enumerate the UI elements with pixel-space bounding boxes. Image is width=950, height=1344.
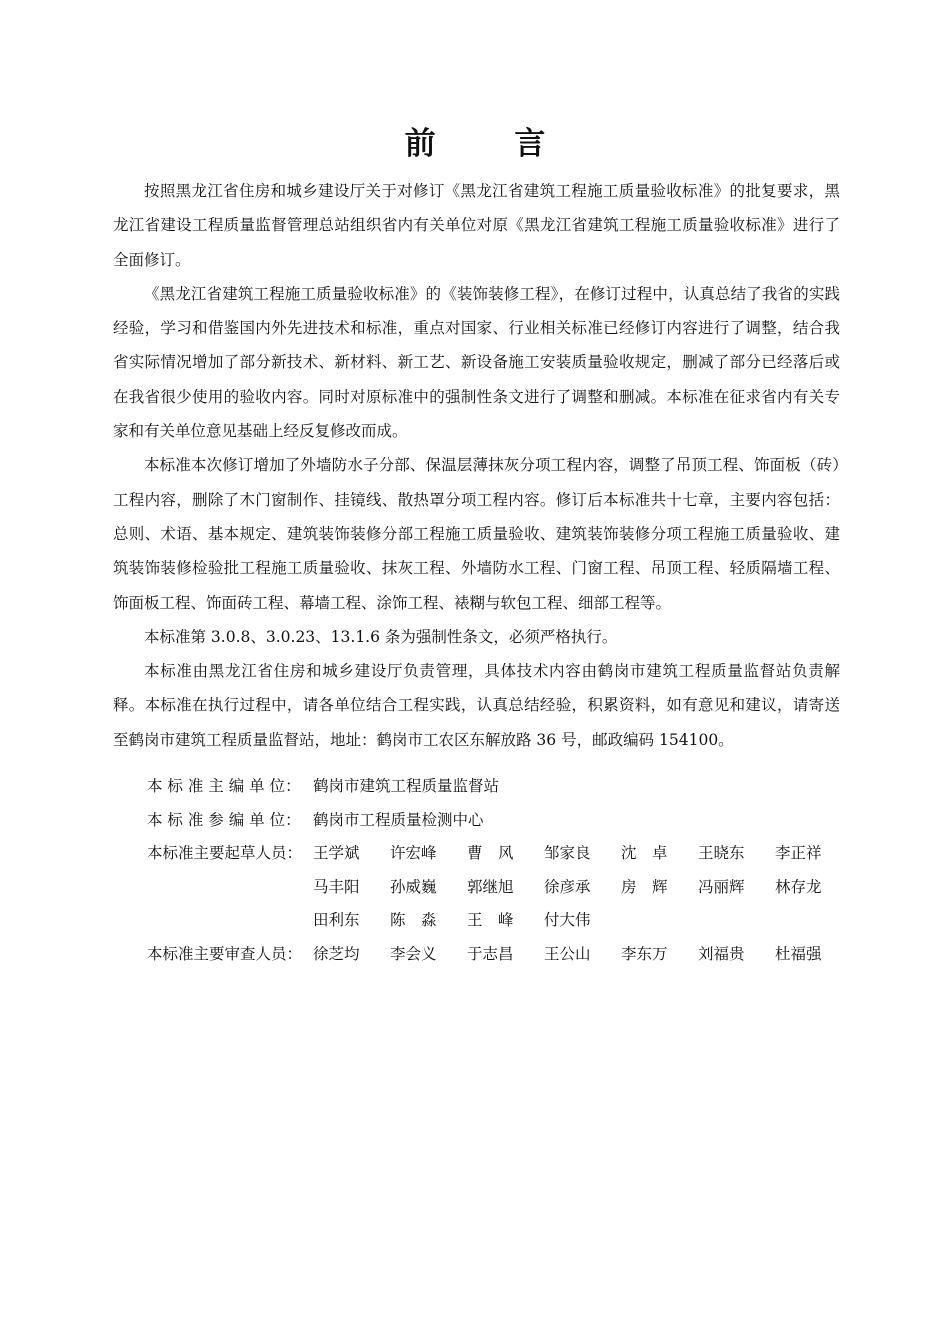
reviewer-label: 本标准主要审查人员： [147,944,303,963]
drafter-name: 付大伟 [544,911,591,929]
drafter-name: 郭继旭 [467,877,514,896]
drafter-name: 田利东 [313,911,360,929]
drafter-row [147,837,847,871]
reviewers-block [147,938,847,972]
paragraph-3: 本标准本次修订增加了外墙防水子分部、保温层薄抹灰分项工程内容，调整了吊顶工程、饰面板（砖）工程内容，删除了木门窗制作、挂镜线、散热罩分项工程内容。修订后本标准共十七章，主要内容包括：总则、术语、基本规定、建筑装饰装修分部工程施工质量验收、建筑装饰装修分项工程施工质量验收、建筑装饰装修检验批工程施工质量验收、抹灰工程、外墙防水工程、门窗工程、吊顶工程、轻质隔墙工程、饰面板工程、饰面砖工程、幕墙工程、涂饰工程、裱糊与软包工程、细部工程等。 [113,456,840,612]
drafter-name: 王晓东 [698,844,745,862]
drafter-name: 沈 卓 [621,844,668,862]
drafter-name: 林存龙 [775,877,822,896]
co-editor-value: 鹤岗市工程质量检测中心 [313,810,484,829]
drafter-name: 孙威巍 [390,877,437,896]
drafter-name: 王 峰 [467,911,514,929]
drafter-name: 房 辉 [621,877,668,896]
paragraph-5: 本标准由黑龙江省住房和城乡建设厅负责管理，具体技术内容由鹤岗市建筑工程质量监督站负责解释。本标准在执行过程中，请各单位结合工程实践，认真总结经验，积累资料，如有意见和建议，请寄送至鹤岗市建筑工程质量监督站，地址：鹤岗市工农区东解放路 36 号，邮政编码 154100。 [113,662,840,749]
reviewer-name: 刘福贵 [698,944,745,963]
paragraph-1: 按照黑龙江省住房和城乡建设厅关于对修订《黑龙江省建筑工程施工质量验收标准》的批复要求，黑龙江省建设工程质量监督管理总站组织省内有关单位对原《黑龙江省建筑工程施工质量验收标准》进行了全面修订。 [113,182,840,269]
co-editor-label: 本 标 准 参 编 单 位： [147,810,301,829]
reviewer-name: 于志昌 [467,944,514,963]
drafter-name: 李正祥 [775,844,822,862]
drafter-name: 许宏峰 [390,844,437,862]
credits-section [147,770,847,971]
reviewer-name: 李会义 [390,944,437,963]
paragraph-2: 《黑龙江省建筑工程施工质量验收标准》的《装饰装修工程》，在修订过程中，认真总结了我省的实践经验，学习和借鉴国内外先进技术和标准，重点对国家、行业相关标准已经修订内容进行了调整，结合我省实际情况增加了部分新技术、新材料、新工艺、新设备施工安装质量验收规定，删减了部分已经落后或在我省很少使用的验收内容。同时对原标准中的强制性条文进行了调整和删减。本标准在征求省内有关专家和有关单位意见基础上经反复修改而成。 [113,284,840,441]
drafter-label: 本标准主要起草人员： [147,844,303,862]
drafter-name: 冯丽辉 [698,877,745,896]
drafter-name: 徐彦承 [544,877,591,896]
chief-editor-label: 本 标 准 主 编 单 位： [147,777,301,795]
preface-body [113,174,840,757]
reviewer-row [147,938,847,972]
paragraph-4: 本标准第 3.0.8、3.0.23、13.1.6 条为强制性条文，必须严格执行。 [144,627,618,646]
drafter-name: 曹 风 [467,844,514,862]
drafter-name: 陈 淼 [390,911,437,929]
chief-editor-value: 鹤岗市建筑工程质量监督站 [313,777,500,795]
drafter-row [147,904,847,938]
co-editor-line [147,804,847,838]
drafters-block [147,837,847,938]
chief-editor-line [147,770,847,804]
reviewer-name: 徐芝均 [313,944,360,963]
reviewer-name: 李东万 [621,944,668,963]
drafter-row [147,871,847,905]
drafter-name: 王学斌 [313,844,360,862]
reviewer-name: 王公山 [544,944,591,963]
page-title: 前 言 [404,126,580,162]
reviewer-name: 杜福强 [775,944,822,963]
drafter-name: 马丰阳 [313,877,360,896]
drafter-name: 邹家良 [544,844,591,862]
